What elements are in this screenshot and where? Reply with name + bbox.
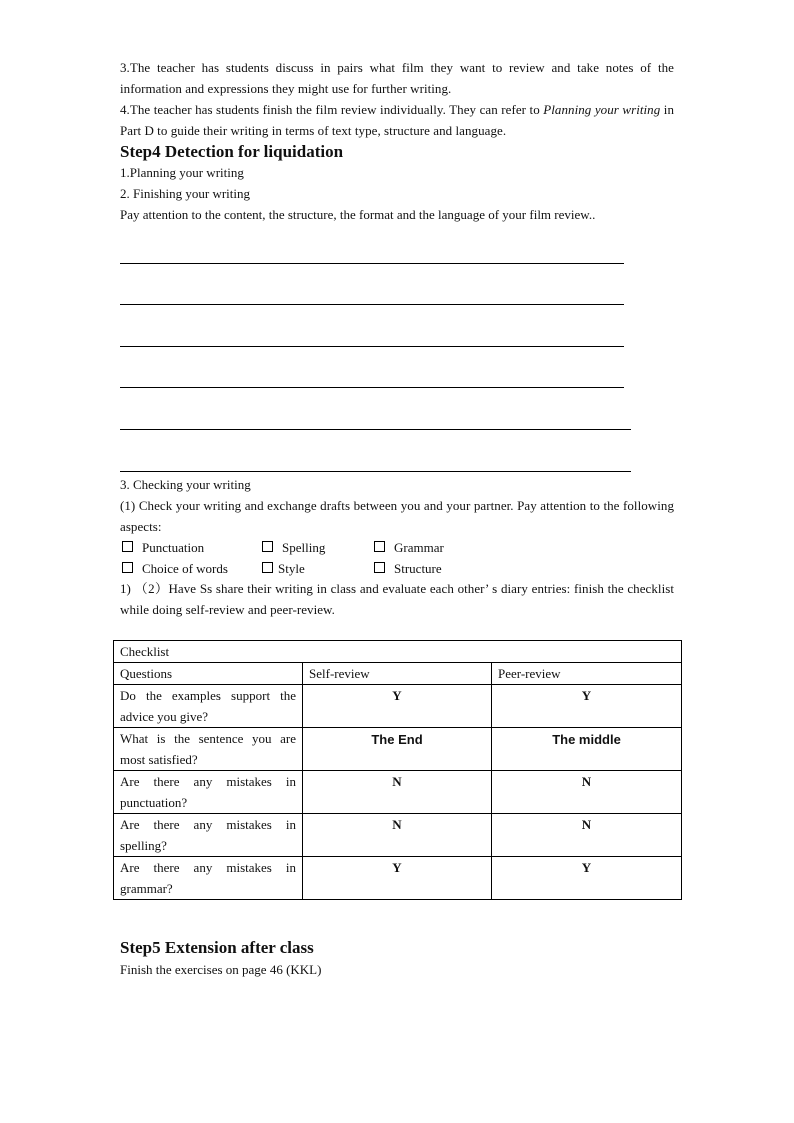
step4-instruction: Pay attention to the content, the structure, the format and the language of your film review.. (120, 207, 596, 222)
aspect-punctuation[interactable]: Punctuation (122, 537, 204, 558)
writing-line[interactable] (120, 346, 624, 347)
header-self-review: Self-review (303, 663, 492, 685)
question-cell: Do the examples support the advice you give? (114, 685, 303, 728)
peer-review-cell[interactable]: N (492, 814, 682, 857)
peer-review-cell[interactable]: The middle (492, 728, 682, 771)
checklist-header-row (114, 663, 682, 685)
checkbox-icon[interactable] (262, 562, 273, 573)
checklist-title: Checklist (114, 641, 682, 663)
self-review-cell[interactable]: N (303, 771, 492, 814)
peer-review-cell[interactable]: Y (492, 857, 682, 900)
table-row (114, 857, 682, 900)
aspect-structure[interactable]: Structure (374, 558, 442, 579)
intro-p4-italic: Planning your writing (543, 102, 661, 117)
question-cell: Are there any mistakes in grammar? (114, 857, 303, 900)
intro-p4-end: in Part D to guide their writing in terms of text type, structure and language. (120, 102, 675, 138)
table-row (114, 814, 682, 857)
checklist-title-row (114, 641, 682, 663)
table-row (114, 728, 682, 771)
intro-p4-start: 4.The teacher has students finish the film review individually. They can refer to (120, 102, 544, 117)
self-review-cell[interactable]: N (303, 814, 492, 857)
writing-line[interactable] (120, 304, 624, 305)
check-instruction: (1) Check your writing and exchange drafts between you and your partner. Pay attention to the following aspects: (120, 498, 674, 534)
writing-line[interactable] (120, 263, 624, 264)
aspect-style[interactable]: Style (262, 558, 305, 579)
step5-text: Finish the exercises on page 46 (KKL) (120, 962, 322, 977)
checkbox-icon[interactable] (122, 562, 133, 573)
checkbox-icon[interactable] (122, 541, 133, 552)
header-questions: Questions (114, 663, 303, 685)
header-peer-review: Peer-review (492, 663, 682, 685)
question-cell: What is the sentence you are most satisfied? (114, 728, 303, 771)
self-review-cell[interactable]: The End (303, 728, 492, 771)
aspect-spelling[interactable]: Spelling (262, 537, 325, 558)
step5-heading: Step5 Extension after class (120, 938, 314, 957)
intro-paragraph-4 (120, 99, 674, 141)
share-instruction: 1) （2）Have Ss share their writing in class and evaluate each other’ s diary entries: finish the checklist while doing self-review and peer-review. (120, 581, 674, 617)
question-cell: Are there any mistakes in punctuation? (114, 771, 303, 814)
peer-review-cell[interactable]: Y (492, 685, 682, 728)
checkbox-icon[interactable] (374, 562, 385, 573)
table-row (114, 685, 682, 728)
table-row (114, 771, 682, 814)
self-review-cell[interactable]: Y (303, 857, 492, 900)
writing-line[interactable] (120, 387, 624, 388)
intro-paragraph-3: 3.The teacher has students discuss in pairs what film they want to review and take notes of the information and expressions they might use for further writing. (120, 60, 674, 96)
self-review-cell[interactable]: Y (303, 685, 492, 728)
writing-line[interactable] (120, 429, 631, 430)
aspect-grammar[interactable]: Grammar (374, 537, 444, 558)
writing-line[interactable] (120, 471, 631, 472)
aspect-choice-of-words[interactable]: Choice of words (122, 558, 228, 579)
step4-item-checking: 3. Checking your writing (120, 477, 251, 492)
step4-item-planning: 1.Planning your writing (120, 165, 244, 180)
peer-review-cell[interactable]: N (492, 771, 682, 814)
question-cell: Are there any mistakes in spelling? (114, 814, 303, 857)
checkbox-icon[interactable] (374, 541, 385, 552)
checklist-table (113, 640, 682, 900)
checkbox-icon[interactable] (262, 541, 273, 552)
step4-heading: Step4 Detection for liquidation (120, 142, 344, 161)
step4-item-finishing: 2. Finishing your writing (120, 186, 251, 201)
